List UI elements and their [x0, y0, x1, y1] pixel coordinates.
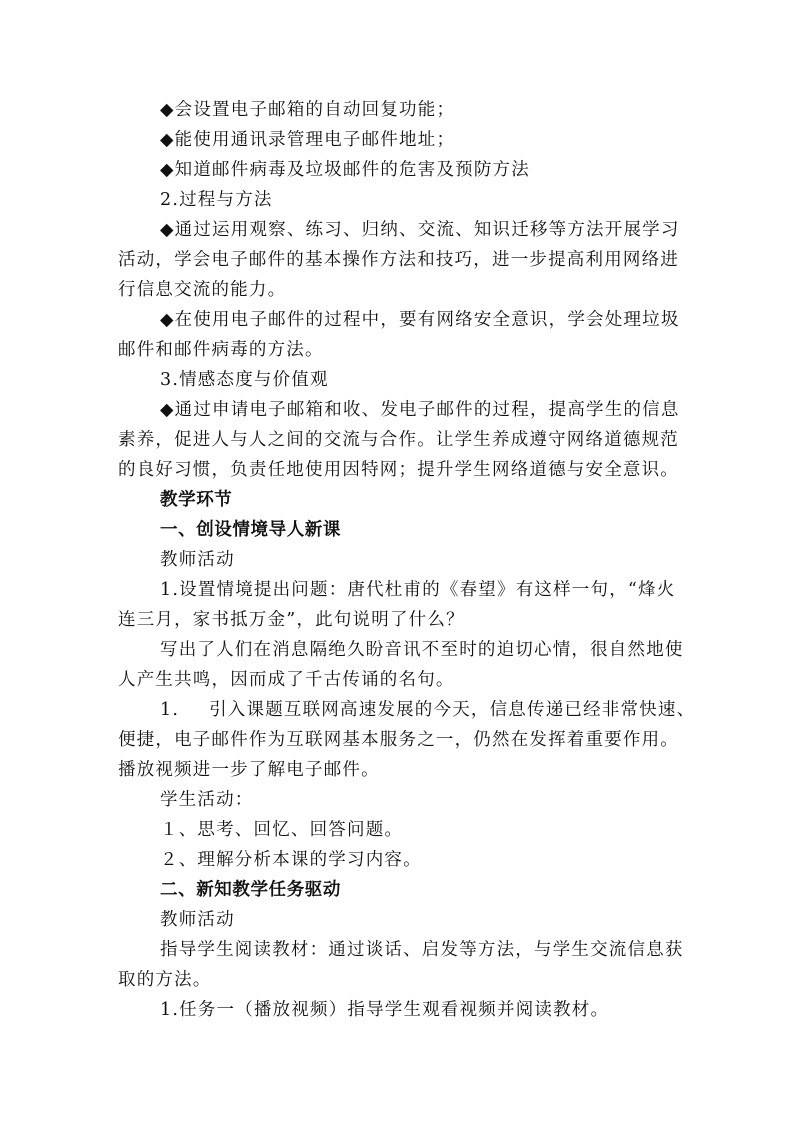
paragraph-line: 写出了人们在消息隔绝久盼音讯不至时的迫切心情，很自然地使: [160, 640, 684, 660]
paragraph-line: 1.设置情境提出问题：唐代杜甫的《春望》有这样一句，“烽火: [160, 580, 676, 600]
paragraph-line: 1.任务一（播放视频）指导学生观看视频并阅读教材。: [160, 1000, 610, 1020]
paragraph-line: 行信息交流的能力。: [118, 280, 287, 300]
heading-new-knowledge: 二、新知教学任务驱动: [160, 880, 341, 900]
paragraph-line: ◆通过申请电子邮箱和收、发电子邮件的过程，提高学生的信息: [160, 400, 680, 420]
list-item: １、思考、回忆、回答问题。: [160, 820, 404, 840]
paragraph-line: ◆在使用电子邮件的过程中，要有网络安全意识，学会处理垃圾: [160, 310, 680, 330]
paragraph-line: 连三月，家书抵万金”，此句说明了什么？: [118, 610, 465, 630]
paragraph-line: 素养，促进人与人之间的交流与合作。让学生养成遵守网络道德规范: [118, 430, 679, 450]
numbered-paragraph: [160, 698, 695, 722]
paragraph-line: 便捷，电子邮件作为互联网基本服务之一，仍然在发挥着重要作用。: [118, 730, 679, 750]
paragraph-line: 的良好习惯，负责任地使用因特网；提升学生网络道德与安全意识。: [118, 460, 679, 480]
list-number: 1.: [160, 700, 180, 720]
paragraph-line: 取的方法。: [118, 970, 212, 990]
paragraph-line: ◆通过运用观察、练习、归纳、交流、知识迁移等方法开展学习: [160, 220, 680, 240]
paragraph-line: 活动，学会电子邮件的基本操作方法和技巧，进一步提高利用网络进: [118, 250, 679, 270]
subheading-student-activity: 学生活动：: [160, 790, 254, 810]
section-heading-attitude-values: 3.情感态度与价值观: [160, 370, 329, 390]
paragraph-line: 邮件和邮件病毒的方法。: [118, 340, 324, 360]
paragraph-line: 人产生共鸣，因而成了千古传诵的名句。: [118, 670, 455, 690]
objective-bullet-virus-spam: ◆知道邮件病毒及垃圾邮件的危害及预防方法: [160, 160, 530, 180]
paragraph-text: 引入课题互联网高速发展的今天，信息传递已经非常快速、: [209, 700, 696, 720]
paragraph-line: 指导学生阅读教材：通过谈话、启发等方法，与学生交流信息获: [160, 940, 684, 960]
subheading-teacher-activity: 教师活动: [160, 910, 235, 930]
section-heading-process-method: 2.过程与方法: [160, 190, 273, 210]
heading-teaching-steps: 教学环节: [160, 490, 233, 510]
objective-bullet-address-book: ◆能使用通讯录管理电子邮件地址；: [160, 130, 456, 150]
list-item: ２、理解分析本课的学习内容。: [160, 850, 422, 870]
paragraph-line: 播放视频进一步了解电子邮件。: [118, 760, 380, 780]
objective-bullet-auto-reply: ◆会设置电子邮箱的自动回复功能；: [160, 100, 456, 120]
heading-create-situation: 一、创设情境导人新课: [160, 520, 341, 540]
subheading-teacher-activity: 教师活动: [160, 550, 235, 570]
